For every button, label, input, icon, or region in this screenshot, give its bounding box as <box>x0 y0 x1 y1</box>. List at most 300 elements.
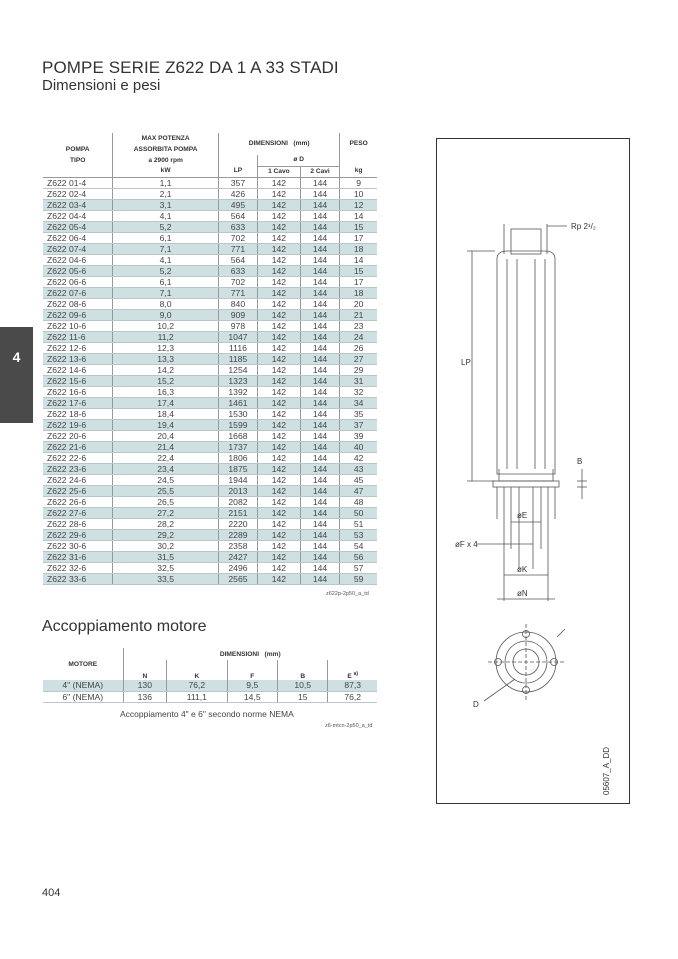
header-peso: PESO <box>340 133 377 155</box>
cell-motore: 4" (NEMA) <box>43 680 123 691</box>
table-row <box>43 507 377 518</box>
pump-body-outline <box>497 251 555 474</box>
coupling-flange <box>493 481 559 487</box>
cell-kg: 15 <box>340 221 377 232</box>
cell-lp: 2082 <box>218 496 257 507</box>
cell-k: 76,2 <box>167 680 227 691</box>
cell-lp: 1737 <box>218 441 257 452</box>
cell-1-cavo: 142 <box>257 276 300 287</box>
cell-kw: 25,5 <box>113 485 219 496</box>
cell-kw: 3,1 <box>113 199 219 210</box>
cell-model: Z622 20-6 <box>43 430 113 441</box>
cell-1-cavo: 142 <box>257 298 300 309</box>
cell-model: Z622 33-6 <box>43 573 113 584</box>
table-row <box>43 243 377 254</box>
cell-model: Z622 09-6 <box>43 309 113 320</box>
header-blank <box>43 166 113 177</box>
cell-1-cavo: 142 <box>257 199 300 210</box>
cell-1-cavo: 142 <box>257 342 300 353</box>
cell-lp: 426 <box>218 188 257 199</box>
cell-model: Z622 16-6 <box>43 386 113 397</box>
cell-kw: 7,1 <box>113 287 219 298</box>
cell-kg: 9 <box>340 177 377 188</box>
cell-2-cavi: 144 <box>300 309 340 320</box>
table-row <box>43 276 377 287</box>
table-row <box>43 551 377 562</box>
header-assorbita: ASSORBITA POMPA <box>113 144 219 155</box>
cell-1-cavo: 142 <box>257 243 300 254</box>
cell-kg: 47 <box>340 485 377 496</box>
cell-2-cavi: 144 <box>300 496 340 507</box>
cell-2-cavi: 144 <box>300 551 340 562</box>
cell-model: Z622 19-6 <box>43 419 113 430</box>
cell-2-cavi: 144 <box>300 397 340 408</box>
cell-kg: 17 <box>340 232 377 243</box>
table-row <box>43 496 377 507</box>
cell-2-cavi: 144 <box>300 199 340 210</box>
table-row <box>43 463 377 474</box>
cell-2-cavi: 144 <box>300 463 340 474</box>
cell-lp: 771 <box>218 243 257 254</box>
header-coupling-dimensioni <box>123 648 377 660</box>
table-row <box>43 408 377 419</box>
cell-lp: 1461 <box>218 397 257 408</box>
table-row <box>43 562 377 573</box>
table-row <box>43 287 377 298</box>
cell-2-cavi: 144 <box>300 276 340 287</box>
table-row <box>43 199 377 210</box>
cell-kw: 23,4 <box>113 463 219 474</box>
cell-lp: 2358 <box>218 540 257 551</box>
d-leader <box>484 679 515 701</box>
motor-coupling-table <box>43 648 377 703</box>
cell-model: Z622 23-6 <box>43 463 113 474</box>
pump-base <box>499 469 553 481</box>
cell-kg: 32 <box>340 386 377 397</box>
cell-kw: 28,2 <box>113 518 219 529</box>
cell-2-cavi: 144 <box>300 265 340 276</box>
cell-1-cavo: 142 <box>257 551 300 562</box>
label-b: B <box>577 457 583 466</box>
cell-kg: 14 <box>340 254 377 265</box>
header-tipo: TIPO <box>69 156 86 164</box>
cell-b: 15 <box>278 691 328 702</box>
cell-kw: 33,5 <box>113 573 219 584</box>
cell-1-cavo: 142 <box>257 496 300 507</box>
cell-n: 136 <box>123 691 167 702</box>
cell-lp: 2427 <box>218 551 257 562</box>
cell-kg: 57 <box>340 562 377 573</box>
cell-2-cavi: 144 <box>300 507 340 518</box>
cell-e: 87,3 <box>328 680 377 691</box>
motor-table-body <box>43 680 377 702</box>
cell-1-cavo: 142 <box>257 573 300 584</box>
cell-lp: 702 <box>218 276 257 287</box>
cell-kg: 39 <box>340 430 377 441</box>
table-row <box>43 573 377 584</box>
cell-b: 10,5 <box>278 680 328 691</box>
cell-model: Z622 15-6 <box>43 375 113 386</box>
table-row <box>43 232 377 243</box>
cell-model: Z622 31-6 <box>43 551 113 562</box>
cell-kg: 12 <box>340 199 377 210</box>
table-row <box>43 540 377 551</box>
cell-model: Z622 03-4 <box>43 199 113 210</box>
header-kw: kW <box>113 166 219 177</box>
table-row <box>43 386 377 397</box>
cell-lp: 2151 <box>218 507 257 518</box>
cell-kw: 27,2 <box>113 507 219 518</box>
pump-drawing <box>437 139 631 805</box>
cell-kg: 40 <box>340 441 377 452</box>
table-row <box>43 177 377 188</box>
cell-2-cavi: 144 <box>300 353 340 364</box>
cell-model: Z622 10-6 <box>43 320 113 331</box>
cell-lp: 2565 <box>218 573 257 584</box>
header-2-cavi: 2 Cavi <box>300 166 340 177</box>
cell-kg: 54 <box>340 540 377 551</box>
label-ok: øK <box>517 565 528 574</box>
cell-2-cavi: 144 <box>300 254 340 265</box>
cell-kg: 50 <box>340 507 377 518</box>
table-row <box>43 221 377 232</box>
cell-model: Z622 08-6 <box>43 298 113 309</box>
header-b: B <box>278 660 328 680</box>
cell-2-cavi: 144 <box>300 430 340 441</box>
cell-kg: 37 <box>340 419 377 430</box>
table-row <box>43 485 377 496</box>
cell-model: Z622 13-6 <box>43 353 113 364</box>
cell-kw: 6,1 <box>113 232 219 243</box>
cell-k: 111,1 <box>167 691 227 702</box>
cell-2-cavi: 144 <box>300 518 340 529</box>
cell-lp: 909 <box>218 309 257 320</box>
table-row <box>43 353 377 364</box>
header-diam: ø D <box>257 155 339 166</box>
cell-motore: 6" (NEMA) <box>43 691 123 702</box>
cell-kw: 31,5 <box>113 551 219 562</box>
cell-kw: 6,1 <box>113 276 219 287</box>
cell-lp: 633 <box>218 221 257 232</box>
cell-1-cavo: 142 <box>257 353 300 364</box>
header-kg: kg <box>340 166 377 177</box>
cell-lp: 2013 <box>218 485 257 496</box>
header-coupling-unit: (mm) <box>264 650 281 658</box>
cell-1-cavo: 142 <box>257 430 300 441</box>
coupling-table-reference: z6-mtcn-2p50_a_td <box>325 723 373 729</box>
header-dimensioni <box>218 133 339 155</box>
cell-kg: 18 <box>340 243 377 254</box>
pump-table-reference: z622p-2p50_a_td <box>326 591 369 597</box>
table-row <box>43 680 377 691</box>
cell-kw: 4,1 <box>113 210 219 221</box>
header-coupling-dimensioni-label: DIMENSIONI <box>219 650 260 658</box>
chapter-tab: 4 <box>0 327 33 423</box>
cell-n: 130 <box>123 680 167 691</box>
cell-kg: 35 <box>340 408 377 419</box>
cell-1-cavo: 142 <box>257 188 300 199</box>
cell-1-cavo: 142 <box>257 507 300 518</box>
cell-2-cavi: 144 <box>300 408 340 419</box>
table-row <box>43 691 377 702</box>
cell-1-cavo: 142 <box>257 463 300 474</box>
cell-2-cavi: 144 <box>300 485 340 496</box>
cell-model: Z622 04-4 <box>43 210 113 221</box>
cell-lp: 2496 <box>218 562 257 573</box>
cell-model: Z622 01-4 <box>43 177 113 188</box>
cell-1-cavo: 142 <box>257 177 300 188</box>
n-leader <box>557 629 565 637</box>
header-motore: MOTORE <box>68 660 98 668</box>
label-oe: øE <box>517 511 528 520</box>
label-on: øN <box>517 589 528 598</box>
table-row <box>43 298 377 309</box>
table-row <box>43 188 377 199</box>
cell-2-cavi: 144 <box>300 243 340 254</box>
cell-model: Z622 32-6 <box>43 562 113 573</box>
cell-kg: 26 <box>340 342 377 353</box>
cell-model: Z622 11-6 <box>43 331 113 342</box>
cell-2-cavi: 144 <box>300 364 340 375</box>
cell-2-cavi: 144 <box>300 331 340 342</box>
cell-kw: 8,0 <box>113 298 219 309</box>
cell-model: Z622 07-6 <box>43 287 113 298</box>
cell-lp: 1047 <box>218 331 257 342</box>
cell-2-cavi: 144 <box>300 287 340 298</box>
cell-lp: 633 <box>218 265 257 276</box>
cell-lp: 1668 <box>218 430 257 441</box>
cell-1-cavo: 142 <box>257 309 300 320</box>
cell-kg: 43 <box>340 463 377 474</box>
table-row <box>43 265 377 276</box>
cell-lp: 564 <box>218 210 257 221</box>
table-row <box>43 375 377 386</box>
cell-kw: 4,1 <box>113 254 219 265</box>
cell-lp: 1530 <box>218 408 257 419</box>
cell-1-cavo: 142 <box>257 375 300 386</box>
table-row <box>43 430 377 441</box>
cell-model: Z622 04-6 <box>43 254 113 265</box>
header-rpm: a 2900 rpm <box>113 155 219 166</box>
header-k: K <box>167 660 227 680</box>
cell-kg: 59 <box>340 573 377 584</box>
cell-1-cavo: 142 <box>257 562 300 573</box>
cell-lp: 1806 <box>218 452 257 463</box>
coupling-title: Accoppiamento motore <box>42 618 207 635</box>
pump-table-body <box>43 177 377 584</box>
table-row <box>43 210 377 221</box>
cell-1-cavo: 142 <box>257 452 300 463</box>
cell-f: 14,5 <box>227 691 277 702</box>
header-lp: LP <box>218 166 257 177</box>
cell-kw: 10,2 <box>113 320 219 331</box>
coupling-note: Accoppiamento 4" e 6" secondo norme NEMA <box>120 709 294 719</box>
cell-kg: 18 <box>340 287 377 298</box>
cell-kw: 15,2 <box>113 375 219 386</box>
cell-model: Z622 26-6 <box>43 496 113 507</box>
cell-model: Z622 06-6 <box>43 276 113 287</box>
header-pompa: POMPA <box>65 145 90 153</box>
cell-kw: 29,2 <box>113 529 219 540</box>
pump-dimensions-table <box>43 133 377 585</box>
cell-1-cavo: 142 <box>257 210 300 221</box>
cell-lp: 1875 <box>218 463 257 474</box>
table-row <box>43 342 377 353</box>
table-row <box>43 441 377 452</box>
cell-kg: 48 <box>340 496 377 507</box>
cell-1-cavo: 142 <box>257 386 300 397</box>
cell-kw: 12,3 <box>113 342 219 353</box>
cell-lp: 771 <box>218 287 257 298</box>
cell-2-cavi: 144 <box>300 210 340 221</box>
cell-kg: 15 <box>340 265 377 276</box>
table-row <box>43 320 377 331</box>
cell-lp: 357 <box>218 177 257 188</box>
cell-lp: 2289 <box>218 529 257 540</box>
cell-kg: 27 <box>340 353 377 364</box>
cell-model: Z622 07-4 <box>43 243 113 254</box>
cell-1-cavo: 142 <box>257 518 300 529</box>
cell-kg: 29 <box>340 364 377 375</box>
cell-kg: 10 <box>340 188 377 199</box>
cell-model: Z622 12-6 <box>43 342 113 353</box>
header-max-potenza: MAX POTENZA <box>113 133 219 144</box>
diagram-code: 05607_A_DD <box>602 746 611 795</box>
cell-kw: 16,3 <box>113 386 219 397</box>
cell-kw: 1,1 <box>113 177 219 188</box>
cell-1-cavo: 142 <box>257 485 300 496</box>
header-e-label: E <box>347 673 352 680</box>
label-lp: LP <box>461 358 471 367</box>
cell-model: Z622 14-6 <box>43 364 113 375</box>
cell-1-cavo: 142 <box>257 320 300 331</box>
cell-lp: 702 <box>218 232 257 243</box>
cell-2-cavi: 144 <box>300 529 340 540</box>
cell-2-cavi: 144 <box>300 320 340 331</box>
cell-1-cavo: 142 <box>257 221 300 232</box>
cell-kw: 17,4 <box>113 397 219 408</box>
cell-model: Z622 29-6 <box>43 529 113 540</box>
cell-model: Z622 25-6 <box>43 485 113 496</box>
header-e-sup: a) <box>353 670 359 677</box>
cell-1-cavo: 142 <box>257 441 300 452</box>
header-1-cavo: 1 Cavo <box>257 166 300 177</box>
page-title: POMPE SERIE Z622 DA 1 A 33 STADI <box>42 58 339 77</box>
cell-f: 9,5 <box>227 680 277 691</box>
cell-1-cavo: 142 <box>257 265 300 276</box>
cell-1-cavo: 142 <box>257 232 300 243</box>
header-lp-blank <box>218 155 257 166</box>
cell-lp: 978 <box>218 320 257 331</box>
header-n: N <box>123 660 167 680</box>
label-of: øF x 4 <box>455 540 478 549</box>
header-f: F <box>227 660 277 680</box>
header-empty <box>43 133 113 144</box>
cell-kw: 22,4 <box>113 452 219 463</box>
cell-1-cavo: 142 <box>257 474 300 485</box>
table-row <box>43 254 377 265</box>
cell-kw: 7,1 <box>113 243 219 254</box>
cell-kg: 42 <box>340 452 377 463</box>
cell-e: 76,2 <box>328 691 377 702</box>
table-row <box>43 419 377 430</box>
cell-lp: 1323 <box>218 375 257 386</box>
cell-lp: 1944 <box>218 474 257 485</box>
cell-2-cavi: 144 <box>300 441 340 452</box>
cell-lp: 2220 <box>218 518 257 529</box>
cell-2-cavi: 144 <box>300 562 340 573</box>
table-row <box>43 474 377 485</box>
cell-2-cavi: 144 <box>300 177 340 188</box>
header-dimensioni-label: DIMENSIONI <box>248 140 288 147</box>
table-row <box>43 397 377 408</box>
cell-kg: 53 <box>340 529 377 540</box>
cell-kw: 5,2 <box>113 221 219 232</box>
cell-1-cavo: 142 <box>257 540 300 551</box>
cell-model: Z622 05-6 <box>43 265 113 276</box>
table-row <box>43 309 377 320</box>
cell-1-cavo: 142 <box>257 529 300 540</box>
cell-kg: 51 <box>340 518 377 529</box>
cell-kg: 20 <box>340 298 377 309</box>
cell-kg: 31 <box>340 375 377 386</box>
page-subtitle: Dimensioni e pesi <box>42 77 161 94</box>
cell-2-cavi: 144 <box>300 221 340 232</box>
cell-model: Z622 27-6 <box>43 507 113 518</box>
cell-1-cavo: 142 <box>257 331 300 342</box>
cell-1-cavo: 142 <box>257 419 300 430</box>
cell-2-cavi: 144 <box>300 188 340 199</box>
cell-2-cavi: 144 <box>300 298 340 309</box>
cell-model: Z622 30-6 <box>43 540 113 551</box>
cell-kw: 11,2 <box>113 331 219 342</box>
cell-lp: 564 <box>218 254 257 265</box>
cell-model: Z622 21-6 <box>43 441 113 452</box>
cell-kw: 2,1 <box>113 188 219 199</box>
cell-kg: 56 <box>340 551 377 562</box>
cell-2-cavi: 144 <box>300 342 340 353</box>
cell-model: Z622 17-6 <box>43 397 113 408</box>
cell-kg: 45 <box>340 474 377 485</box>
cell-2-cavi: 144 <box>300 452 340 463</box>
label-rp: Rp 2¹/₂ <box>571 222 596 231</box>
page-number: 404 <box>42 887 61 899</box>
cell-kw: 30,2 <box>113 540 219 551</box>
header-peso-blank <box>340 155 377 166</box>
table-row <box>43 364 377 375</box>
cell-2-cavi: 144 <box>300 474 340 485</box>
cell-lp: 1185 <box>218 353 257 364</box>
table-row <box>43 452 377 463</box>
cell-kg: 23 <box>340 320 377 331</box>
cell-kg: 14 <box>340 210 377 221</box>
cell-kw: 21,4 <box>113 441 219 452</box>
cell-lp: 1254 <box>218 364 257 375</box>
table-row <box>43 529 377 540</box>
pump-diagram <box>436 138 630 804</box>
cell-1-cavo: 142 <box>257 397 300 408</box>
header-dimensioni-unit: (mm) <box>293 140 310 147</box>
cell-model: Z622 22-6 <box>43 452 113 463</box>
cell-1-cavo: 142 <box>257 287 300 298</box>
cell-kw: 9,0 <box>113 309 219 320</box>
cell-lp: 495 <box>218 199 257 210</box>
cell-kg: 34 <box>340 397 377 408</box>
cell-lp: 840 <box>218 298 257 309</box>
cell-kw: 26,5 <box>113 496 219 507</box>
cell-model: Z622 06-4 <box>43 232 113 243</box>
cell-2-cavi: 144 <box>300 375 340 386</box>
